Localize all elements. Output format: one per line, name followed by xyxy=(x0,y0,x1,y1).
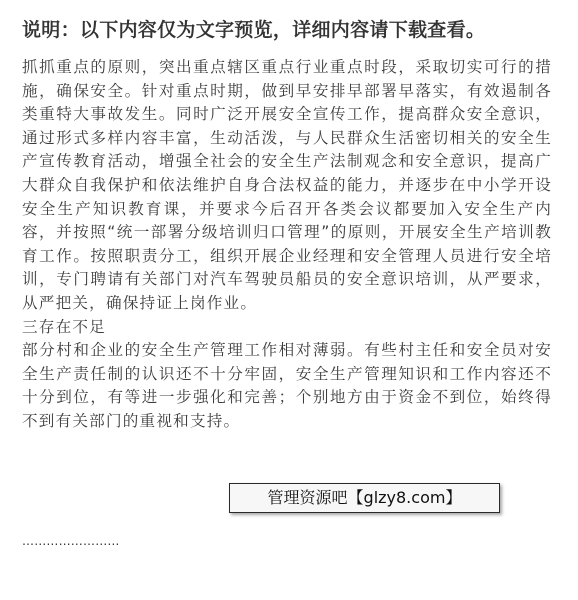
ellipsis: …………………… xyxy=(22,534,120,548)
paragraph-2: 部分村和企业的安全生产管理工作相对薄弱。有些村主任和安全员对安全生产责任制的认识还不十分牢固，安全生产管理知识和工作内容还不十分到位，有等进一步强化和完善；个别地方由于资金不到位，始终得不到有关部门的重视和支持。 xyxy=(22,341,552,430)
paragraph-1: 抓抓重点的原则，突出重点辖区重点行业重点时段，采取切实可行的措施，确保安全。针对重点时期，做到早安排早部署早落实，有效遏制各类重特大事故发生。同时广泛开展安全宣传工作，提高群众安全意识，通过形式多样内容丰富，生动活泼，与人民群众生活密切相关的安全生产宣传教育活动，增强全社会的安全生产法制观念和安全意识，提高广大群众自我保护和依法维护自身合法权益的能力，并逐步在中小学开设安全生产知识教育课，并要求今后召开各类会议都要加入安全生产内容，并按照“统一部署分级培训归口管理”的原则，开展安全生产培训教育工作。按照职责分工，组织开展企业经理和安全管理人员进行安全培训，专门聘请有关部门对汽车驾驶员船员的安全意识培训，从严要求，从严把关，确保持证上岗作业。 xyxy=(22,58,552,312)
document-body xyxy=(22,56,552,434)
watermark-banner: 管理资源吧【glzy8.com】 xyxy=(229,483,500,513)
preview-notice: 说明：以下内容仅为文字预览，详细内容请下载查看。 xyxy=(22,19,486,41)
section-heading: 三存在不足 xyxy=(22,317,106,336)
